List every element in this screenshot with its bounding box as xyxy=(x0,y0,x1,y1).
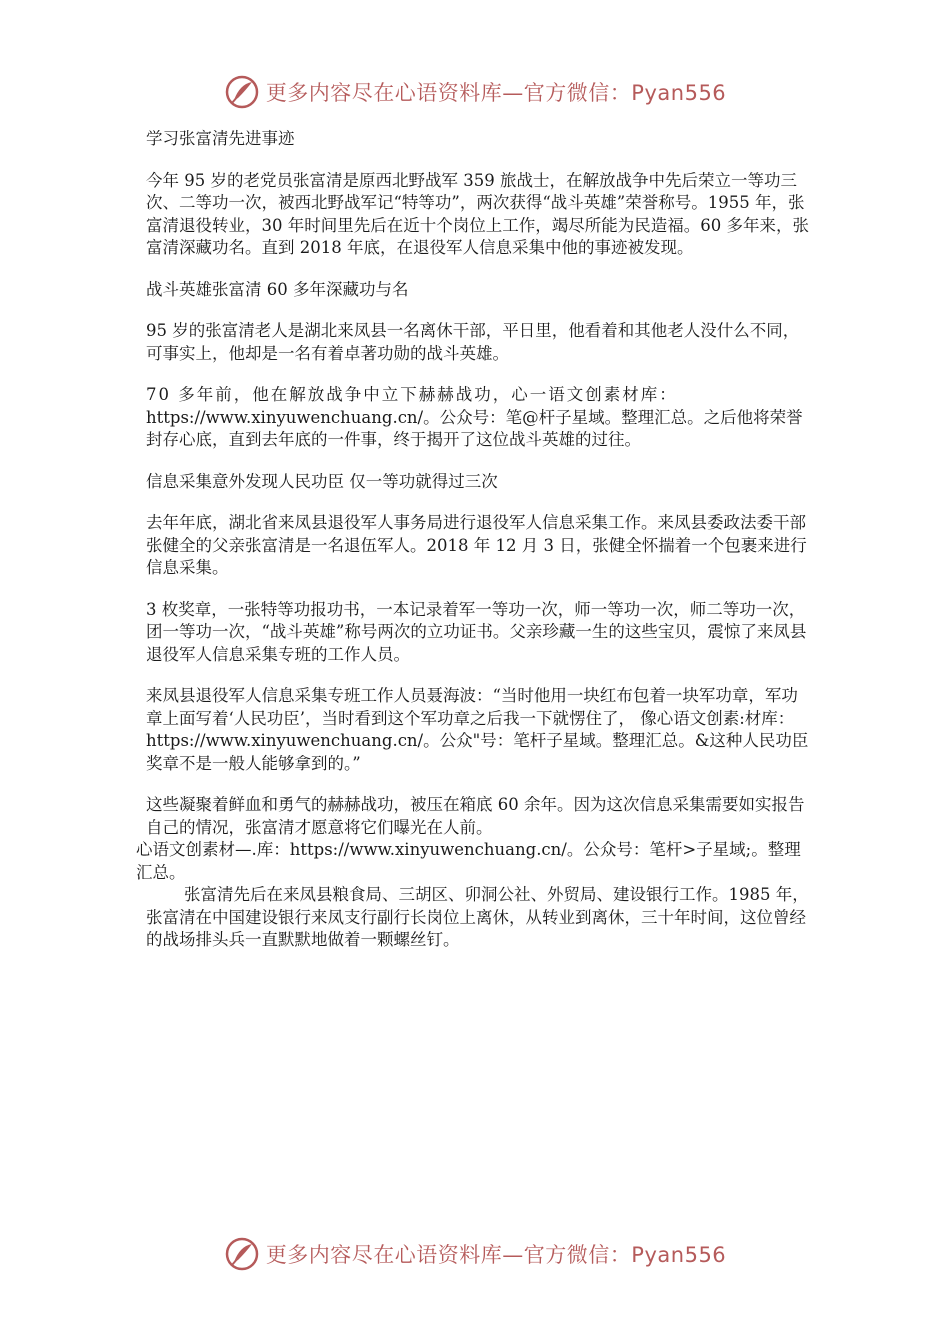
section-heading-discovery: 信息采集意外发现人民功臣 仅一等功就得过三次 xyxy=(146,471,498,491)
footer-banner-text: 更多内容尽在心语资料库—官方微信：Pyan556 xyxy=(265,1243,727,1267)
paragraph-merit xyxy=(146,384,810,452)
header-banner xyxy=(0,74,950,110)
paragraph-merit-line1: 70 多年前，他在解放战争中立下赫赫战功，心一语文创素材库： xyxy=(146,385,678,404)
footer-banner xyxy=(0,1236,950,1272)
paragraph-medals: 3 枚奖章，一张特等功报功书，一本记录着军一等功一次，师一等功一次，师二等功一次，团一等功一次，“战斗英雄”称号两次的立功证书。父亲珍藏一生的这些宝贝，震惊了来凤县退役军人信息采集专班的工作人员。 xyxy=(146,599,807,664)
paragraph-merit-rest: https://www.xinyuwenchuang.cn/。公众号：笔@杆子星域。整理汇总。之后他将荣誉封存心底，直到去年底的一件事，终于揭开了这位战斗英雄的过往。 xyxy=(146,407,803,449)
paragraph-intro: 今年 95 岁的老党员张富清是原西北野战军 359 旅战士，在解放战争中先后荣立一等功三次、二等功一次，被西北野战军记“特等功”，两次获得“战斗英雄”荣誉称号。1955 年，张富清退役转业，30 年时间里先后在近十个岗位上工作，竭尽所能为民造福。60 多年来，张富清深藏功名。直到 2018 年底，在退役军人信息采集中他的事迹被发现。 xyxy=(146,170,809,257)
paragraph-buried: 这些凝聚着鲜血和勇气的赫赫战功，被压在箱底 60 余年。因为这次信息采集需要如实报告自己的情况，张富清才愿意将它们曝光在人前。 xyxy=(146,795,805,837)
quill-logo-icon xyxy=(224,74,260,110)
paragraph-quote: 来凤县退役军人信息采集专班工作人员聂海波：“当时他用一块红布包着一块军功章，军功章上面写着‘人民功臣’，当时看到这个军功章之后我一下就愣住了， 像心语文创素:材库：https://www.xinyuwenchuang.cn/。公众"号：笔杆子星域。整理汇总。&这种人民功臣奖章不是一般人能够拿到的。” xyxy=(146,686,809,773)
header-banner-text: 更多内容尽在心语资料库—官方微信：Pyan556 xyxy=(265,81,727,105)
section-heading-hero: 战斗英雄张富清 60 多年深藏功与名 xyxy=(146,279,409,299)
quill-logo-icon xyxy=(224,1236,260,1272)
document-body xyxy=(136,128,810,952)
doc-title: 学习张富清先进事迹 xyxy=(146,129,295,148)
paragraph-source: 心语文创素材—.库：https://www.xinyuwenchuang.cn/。公众号：笔杆>子星域;。整理汇总。 xyxy=(136,840,801,882)
paragraph-career: 张富清先后在来凤县粮食局、三胡区、卯洞公社、外贸局、建设银行工作。1985 年，张富清在中国建设银行来凤支行副行长岗位上离休，从转业到离休，三十年时间，这位曾经的战场排头兵一直默默地做着一颗螺丝钉。 xyxy=(146,885,809,949)
paragraph-hero: 95 岁的张富清老人是湖北来凤县一名离休干部，平日里，他看着和其他老人没什么不同，可事实上，他却是一名有着卓著功勋的战斗英雄。 xyxy=(146,321,800,363)
paragraph-collection: 去年年底，湖北省来凤县退役军人事务局进行退役军人信息采集工作。来凤县委政法委干部张健全的父亲张富清是一名退伍军人。2018 年 12 月 3 日，张健全怀揣着一个包裹来进行信息采集。 xyxy=(146,513,807,577)
